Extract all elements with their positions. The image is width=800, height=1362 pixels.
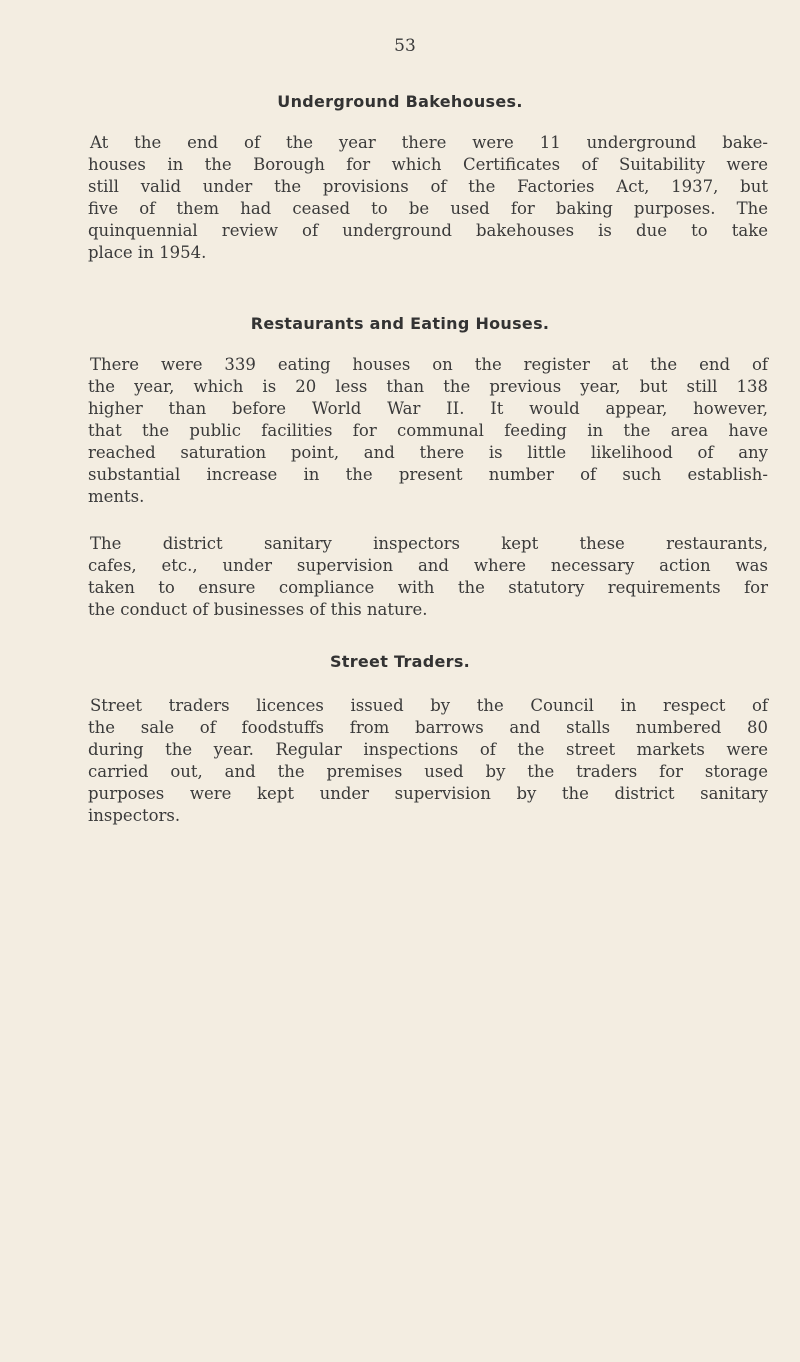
section-heading-street-traders: Street Traders. — [329, 652, 471, 671]
paragraph-street-traders — [88, 695, 768, 827]
text-line: cafes, etc., under supervision and where necessary action was — [88, 556, 768, 575]
text-line: inspectors. — [88, 806, 181, 825]
text-line: higher than before World War II. It would appear, however, — [88, 399, 768, 418]
text-line: place in 1954. — [88, 243, 207, 262]
section-heading-underground-bakehouses: Underground Bakehouses. — [277, 92, 523, 111]
text-line: substantial increase in the present number of such establish- — [88, 465, 768, 484]
text-line: the conduct of businesses of this nature. — [88, 600, 428, 619]
text-line: houses in the Borough for which Certificates of Suitability were — [88, 155, 768, 174]
paragraph-restaurants-1 — [88, 354, 768, 508]
text-line: ments. — [88, 487, 145, 506]
text-line: the year, which is 20 less than the previous year, but still 138 — [88, 377, 768, 396]
paragraph-restaurants-2 — [88, 533, 768, 621]
text-line: reached saturation point, and there is little likelihood of any — [88, 443, 768, 462]
text-line: purposes were kept under supervision by the district sanitary — [88, 784, 768, 803]
text-line: the sale of foodstuffs from barrows and stalls numbered 80 — [88, 718, 768, 737]
section-heading-restaurants: Restaurants and Eating Houses. — [250, 314, 550, 333]
text-line: Street traders licences issued by the Council in respect of — [90, 696, 768, 715]
text-line: taken to ensure compliance with the statutory requirements for — [88, 578, 768, 597]
text-line: during the year. Regular inspections of the street markets were — [88, 740, 768, 759]
text-line: five of them had ceased to be used for baking purposes. The — [88, 199, 768, 218]
text-line: carried out, and the premises used by the traders for storage — [88, 762, 768, 781]
text-line: There were 339 eating houses on the register at the end of — [90, 355, 768, 374]
text-line: that the public facilities for communal feeding in the area have — [88, 421, 768, 440]
text-line: At the end of the year there were 11 underground bake- — [90, 133, 768, 152]
page-number: 53 — [394, 36, 416, 56]
text-line: The district sanitary inspectors kept these restaurants, — [90, 534, 768, 553]
text-line: still valid under the provisions of the Factories Act, 1937, but — [88, 177, 768, 196]
paragraph-underground-bakehouses — [88, 132, 768, 264]
text-line: quinquennial review of underground bakehouses is due to take — [88, 221, 768, 240]
